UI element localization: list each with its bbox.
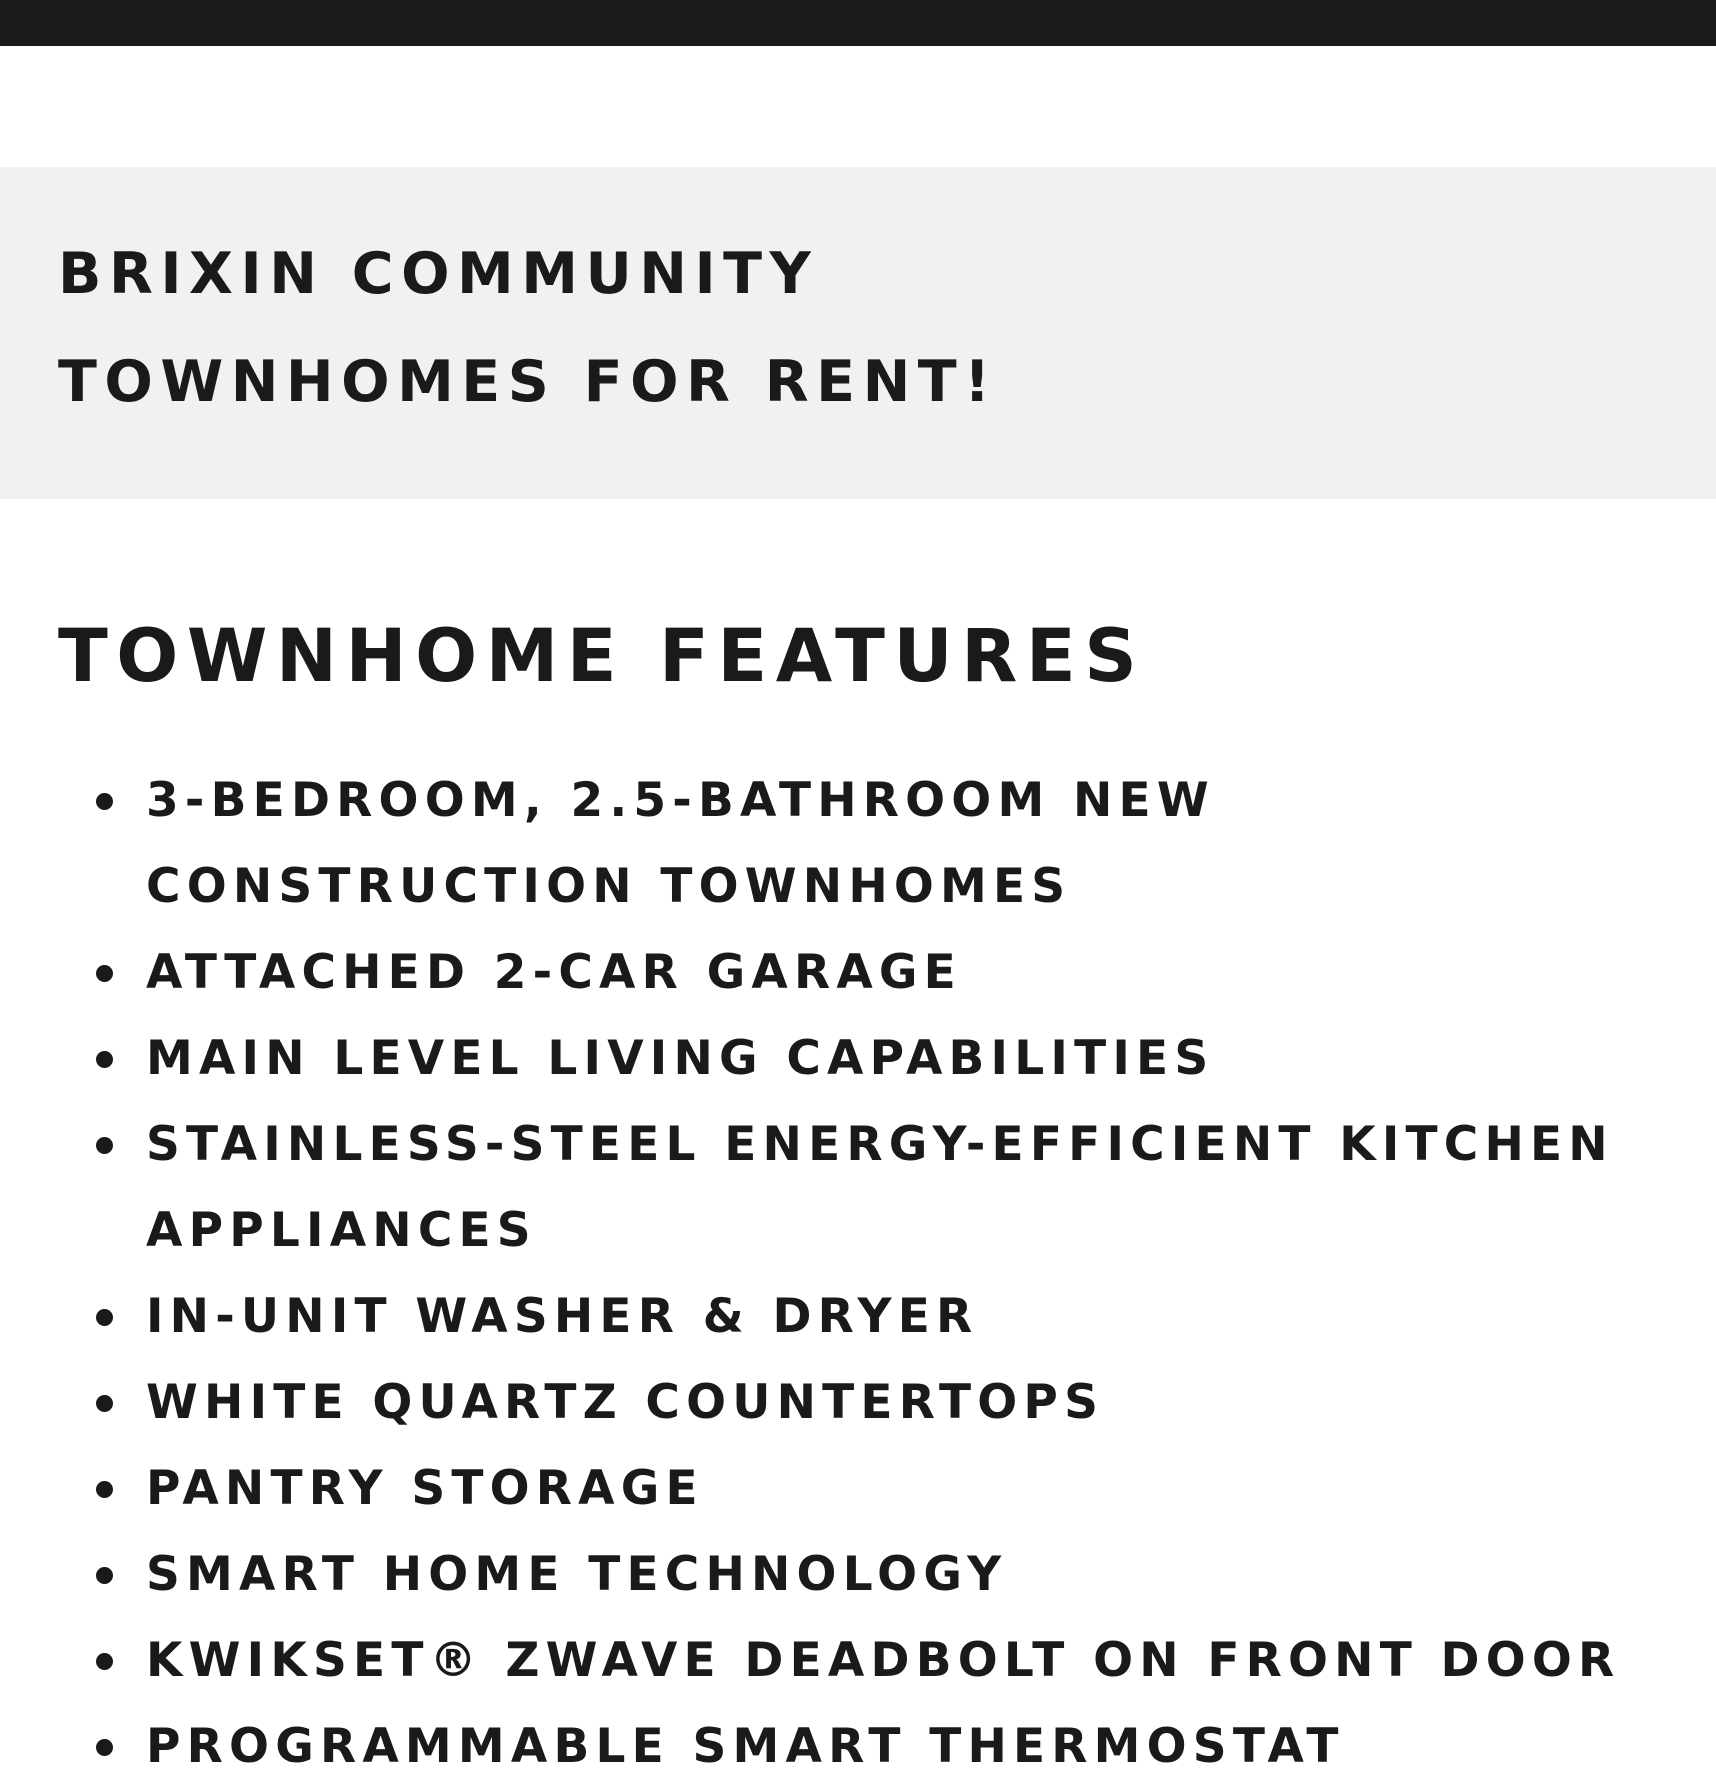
feature-text: APPLIANCES: [146, 1203, 537, 1258]
bullet-icon: [96, 1137, 113, 1154]
bullet-icon: [96, 1481, 113, 1498]
bullet-icon: [96, 793, 113, 810]
bullet-icon: [96, 1653, 113, 1670]
feature-text: MAIN LEVEL LIVING CAPABILITIES: [146, 1031, 1215, 1086]
bullet-icon: [96, 1051, 113, 1068]
feature-item: [0, 1446, 1716, 1532]
feature-text: ATTACHED 2-CAR GARAGE: [146, 945, 962, 1000]
feature-text: STAINLESS-STEEL ENERGY-EFFICIENT KITCHEN: [146, 1117, 1614, 1172]
bullet-icon: [96, 1309, 113, 1326]
top-header-bar: [0, 0, 1716, 46]
features-list: [0, 758, 1716, 1790]
bullet-icon: [96, 1567, 113, 1584]
feature-text: PANTRY STORAGE: [146, 1461, 704, 1516]
bullet-icon: [96, 1739, 113, 1756]
feature-item: [0, 1102, 1716, 1274]
feature-item: [0, 1360, 1716, 1446]
feature-text: WHITE QUARTZ COUNTERTOPS: [146, 1375, 1105, 1430]
feature-text: 3-BEDROOM, 2.5-BATHROOM NEW: [146, 773, 1215, 828]
hero-title-line-2: TOWNHOMES FOR RENT!: [58, 349, 998, 415]
feature-item: [0, 1016, 1716, 1102]
feature-text: IN-UNIT WASHER & DRYER: [146, 1289, 979, 1344]
feature-item: [0, 930, 1716, 1016]
hero-title-line-1: BRIXIN COMMUNITY: [58, 241, 819, 307]
feature-text: PROGRAMMABLE SMART THERMOSTAT: [146, 1719, 1345, 1774]
bullet-icon: [96, 965, 113, 982]
feature-item: [0, 1532, 1716, 1618]
feature-item: [0, 758, 1716, 930]
bullet-icon: [96, 1395, 113, 1412]
feature-text: CONSTRUCTION TOWNHOMES: [146, 859, 1072, 914]
section-title: TOWNHOME FEATURES: [58, 614, 1146, 699]
feature-text: SMART HOME TECHNOLOGY: [146, 1547, 1008, 1602]
feature-text: KWIKSET® ZWAVE DEADBOLT ON FRONT DOOR: [146, 1633, 1621, 1688]
hero-banner: [0, 167, 1716, 499]
feature-item: [0, 1704, 1716, 1790]
feature-item: [0, 1274, 1716, 1360]
feature-item: [0, 1618, 1716, 1704]
